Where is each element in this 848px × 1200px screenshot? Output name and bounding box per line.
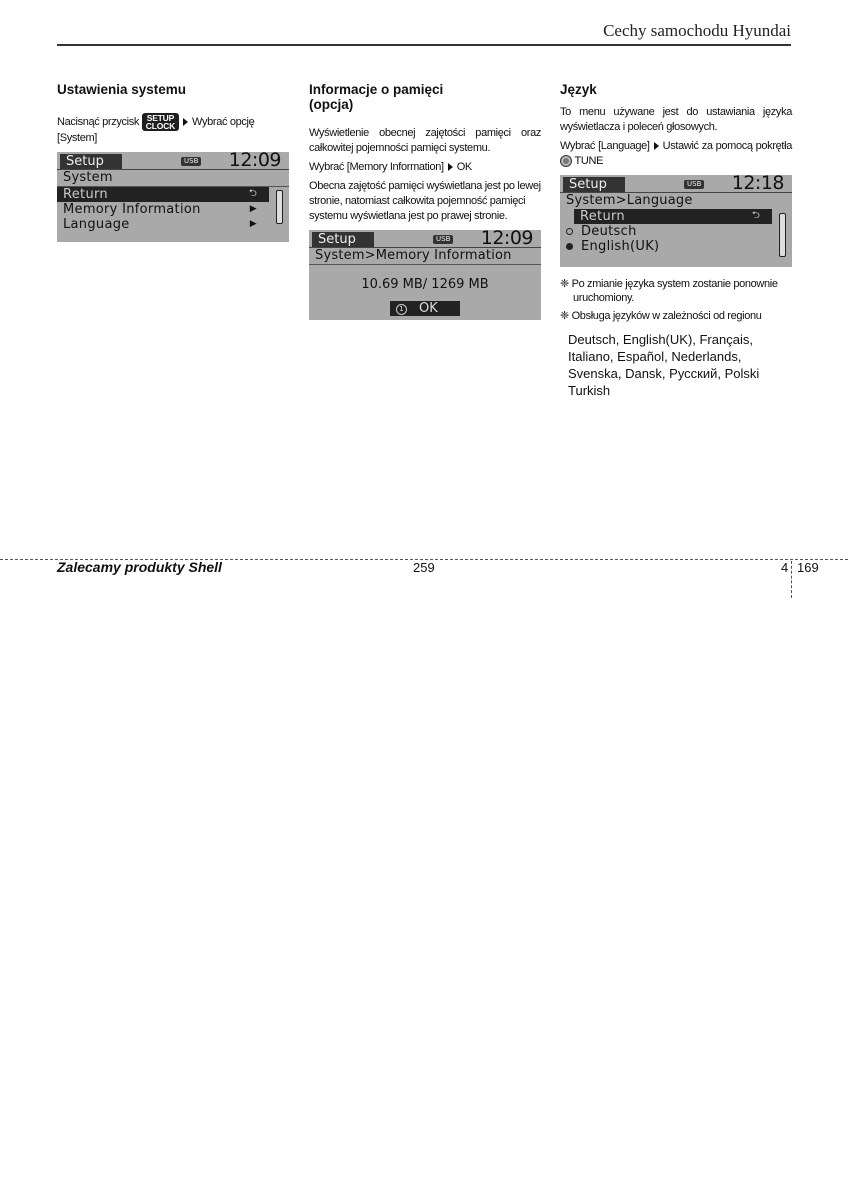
- screen-setup-system: [57, 152, 289, 242]
- arrow-right-icon: [448, 163, 453, 171]
- footer-page-number: 259: [413, 560, 435, 575]
- footer-manual-page: 169: [797, 560, 819, 575]
- scrollbar[interactable]: [276, 190, 283, 224]
- paragraph: Wyświetlenie obecnej zajętości pamięci oraz całkowitej pojemności pamięci systemu.: [309, 127, 541, 154]
- section-memory-information: [309, 82, 541, 330]
- screen-subtitle: System: [57, 170, 289, 187]
- screen-status-bar: [57, 152, 289, 170]
- screen-subtitle: System>Language: [566, 193, 693, 208]
- number-one-icon: 1: [396, 304, 407, 315]
- instruction: [560, 139, 792, 169]
- note: [560, 277, 792, 305]
- instruction-text: Wybrać [Memory Information]: [309, 161, 444, 173]
- heading-line-2: (opcja): [309, 97, 354, 112]
- menu-item-return[interactable]: [574, 209, 772, 224]
- language-line: Svenska, Dansk, Русский, Polski: [568, 366, 760, 381]
- section-heading: Ustawienia systemu: [57, 82, 187, 97]
- return-icon: ⮌: [742, 210, 770, 222]
- menu-item-label: Return: [580, 209, 625, 224]
- page-header-title: Cechy samochodu Hyundai: [603, 21, 791, 40]
- language-line: Turkish: [568, 383, 611, 398]
- screen-clock: 12:09: [228, 152, 281, 171]
- setup-clock-key-icon: [142, 113, 179, 131]
- note-text: Obsługa języków w zależności od regionu: [571, 310, 762, 322]
- menu-item-language[interactable]: [57, 217, 289, 232]
- instruction-ok: OK: [456, 161, 472, 173]
- radio-off-icon: [566, 228, 573, 235]
- instruction-text-2: Ustawić za pomocą pokrętła: [662, 140, 792, 152]
- menu-item-memory-information[interactable]: [57, 202, 289, 217]
- section-system-settings: [57, 82, 289, 252]
- menu-item-label: Language: [63, 217, 130, 232]
- instruction: [309, 160, 541, 175]
- instruction-text: Wybrać [Language]: [560, 140, 650, 152]
- menu-item-label: Memory Information: [63, 202, 201, 217]
- usb-badge: USB: [684, 180, 704, 189]
- note: [560, 309, 792, 323]
- paragraph: To menu używane jest do ustawiania języka wyświetlacza i poleceń głosowych.: [560, 106, 792, 133]
- screen-memory-information: [309, 230, 541, 320]
- instruction-text: Nacisnąć przycisk: [57, 115, 140, 128]
- screen-status-bar: [560, 175, 792, 193]
- screen-language: [560, 175, 792, 267]
- heading-line-1: Informacje o pamięci: [309, 82, 444, 97]
- instruction-text-2: Wybrać opcję [System]: [57, 115, 255, 144]
- note-text: Po zmianie języka system zostanie ponownie uruchomiony.: [571, 278, 778, 304]
- footer-section-number: 4: [781, 560, 789, 575]
- screen-tab: Setup: [60, 154, 122, 169]
- instruction-tune: TUNE: [574, 155, 604, 167]
- section-heading: [309, 82, 541, 112]
- screen-tab: Setup: [312, 232, 374, 247]
- memory-value: 10.69 MB/ 1269 MB: [361, 277, 489, 292]
- instruction: [57, 113, 289, 146]
- usb-badge: USB: [181, 157, 201, 166]
- arrow-right-icon: [183, 118, 188, 126]
- key-label-top: SETUP: [146, 113, 175, 123]
- footer-divider: [791, 561, 792, 598]
- header-rule: [57, 44, 791, 46]
- key-label-bottom: CLOCK: [145, 121, 176, 131]
- footer-promo: Zalecamy produkty Shell: [57, 559, 222, 575]
- screen-clock: 12:09: [480, 230, 533, 249]
- option-label: English(UK): [581, 239, 660, 254]
- screen-subtitle: System>Memory Information: [309, 248, 541, 265]
- menu-item-return[interactable]: [57, 187, 269, 202]
- radio-on-icon: [566, 243, 573, 250]
- screen-clock: 12:18: [731, 175, 784, 194]
- language-option-deutsch[interactable]: [560, 224, 792, 239]
- screen-status-bar: [309, 230, 541, 248]
- scrollbar[interactable]: [779, 213, 786, 257]
- ok-button[interactable]: [390, 301, 460, 316]
- language-list: [568, 331, 792, 399]
- chevron-right-icon: ▶: [249, 219, 257, 229]
- note-icon: ❈: [560, 278, 569, 290]
- menu-item-label: Return: [63, 187, 108, 202]
- usb-badge: USB: [433, 235, 453, 244]
- note-icon: ❈: [560, 310, 569, 322]
- chevron-right-icon: ▶: [249, 204, 257, 214]
- paragraph: Obecna zajętość pamięci wyświetlana jest po lewej stronie, natomiast całkowita pojemność pamięci systemu wyświetlana jest po prawej stronie.: [309, 180, 541, 222]
- section-heading: Język: [560, 82, 597, 97]
- arrow-right-icon: [654, 142, 659, 150]
- ok-label: OK: [419, 301, 438, 316]
- return-icon: ⮌: [239, 188, 267, 200]
- option-label: Deutsch: [581, 224, 637, 239]
- section-language: [560, 82, 792, 399]
- language-line: Italiano, Español, Nederlands,: [568, 349, 742, 364]
- tune-knob-icon: [560, 155, 572, 167]
- screen-tab: Setup: [563, 177, 625, 192]
- language-option-english-uk[interactable]: [560, 239, 792, 254]
- language-line: Deutsch, English(UK), Français,: [568, 332, 753, 347]
